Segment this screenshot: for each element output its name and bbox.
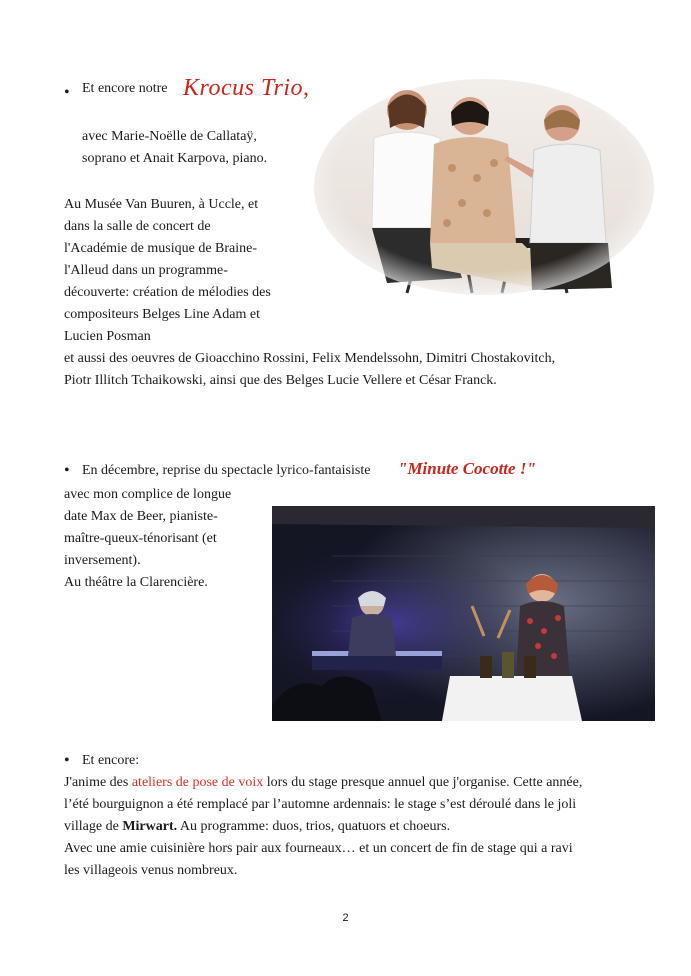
bullet-1: • [64, 84, 70, 101]
section2-intro: En décembre, reprise du spectacle lyrico-fantaisiste [82, 463, 371, 478]
page-number: 2 [342, 912, 349, 924]
show-title: "Minute Cocotte !" [398, 459, 536, 478]
text-pre: village de [64, 819, 123, 834]
section1-line-2: soprano et Anait Karpova, piano. [82, 151, 268, 166]
stage-photo [272, 506, 655, 721]
section1-para-3: l'Académie de musique de Braine- [64, 241, 258, 256]
section1-line-1: avec Marie-Noëlle de Callataÿ, [82, 129, 257, 144]
section1-para-2: dans la salle de concert de [64, 219, 211, 234]
section2-line-3: maître-queux-ténorisant (et [64, 531, 217, 546]
bullet-3: • [64, 752, 70, 769]
trio-photo [312, 78, 656, 296]
section3-line-3 [64, 816, 450, 838]
section3-intro: Et encore: [82, 753, 140, 768]
section2-line-4: inversement). [64, 553, 141, 568]
section3-line-4: Avec une amie cuisinière hors pair aux fourneaux… et un concert de fin de stage qui a ravi [64, 841, 573, 856]
section1-para-1: Au Musée Van Buuren, à Uccle, et [64, 197, 259, 212]
village-name: Mirwart. [122, 819, 178, 834]
workshop-link[interactable]: ateliers de pose de voix [131, 775, 264, 790]
text-pre: J'anime des [64, 775, 132, 790]
section2-line-1: avec mon complice de longue [64, 487, 232, 502]
section1-para-5: découverte: création de mélodies des [64, 285, 271, 300]
section3-line-5: les villageois venus nombreux. [64, 863, 238, 878]
section1-para-6: compositeurs Belges Line Adam et [64, 307, 260, 322]
section1-para-4: l'Alleud dans un programme- [64, 263, 228, 278]
section3-line-1 [64, 772, 582, 794]
section2-line-5: Au théâtre la Clarencière. [64, 575, 208, 590]
section1-para-7: Lucien Posman [64, 329, 151, 344]
section2-line-2: date Max de Beer, pianiste- [64, 509, 218, 524]
text-post: Au programme: duos, trios, quatuors et choeurs. [177, 819, 451, 834]
section1-para-9: Piotr Illitch Tchaikowski, ainsi que des Belges Lucie Vellere et César Franck. [64, 373, 497, 388]
section3-line-2: l’été bourguignon a été remplacé par l’automne ardennais: le stage s’est déroulé dans le joli [64, 797, 577, 812]
section1-para-8: et aussi des oeuvres de Gioacchino Rossini, Felix Mendelssohn, Dimitri Chostakovitch, [64, 351, 556, 366]
section1-intro: Et encore notre [82, 81, 168, 96]
trio-name: Krocus Trio, [183, 75, 310, 101]
text-post: lors du stage presque annuel que j'organise. Cette année, [263, 775, 583, 790]
bullet-2: • [64, 462, 70, 479]
